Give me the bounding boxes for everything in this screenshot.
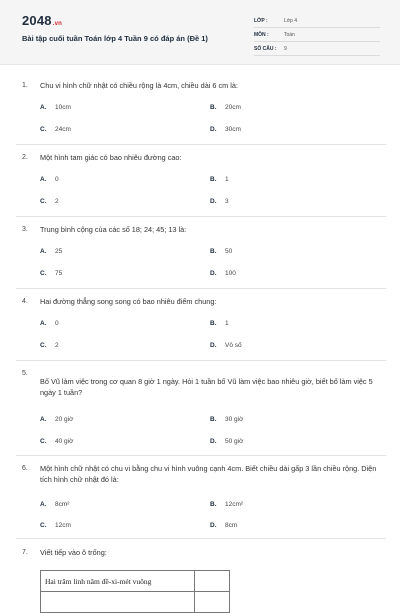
option-b[interactable]: B. 20cm [210, 104, 241, 111]
meta-subject-label: MÔN : [254, 32, 269, 38]
option-b[interactable]: B. 12cm² [210, 501, 244, 508]
option-d[interactable]: D. Vô số [210, 342, 242, 349]
option-c[interactable]: C. 2 [40, 198, 59, 205]
meta-question-count [254, 43, 380, 56]
option-d[interactable]: D. 3 [210, 198, 229, 205]
option-a[interactable]: A. 0 [40, 176, 59, 183]
option-b[interactable]: B. 1 [210, 320, 229, 327]
question-number: 2. [22, 154, 28, 161]
question-number: 1. [22, 82, 28, 89]
table-cell: Hai trăm linh năm đề-xi-mét vuông [41, 571, 195, 592]
option-a[interactable]: A. 0 [40, 320, 59, 327]
question-number: 5. [22, 370, 28, 377]
question-text: Bố Vũ làm việc trong cơ quan 8 giờ 1 ngày. Hỏi 1 tuần bố Vũ làm việc bao nhiêu giờ, biết bố làm việc 5 ngày 1 tuần? [40, 377, 373, 397]
meta-class-label: LỚP : [254, 18, 268, 24]
answer-table [40, 570, 230, 613]
meta-subject-value: Toán [284, 32, 295, 38]
question-number: 4. [22, 298, 28, 305]
question-number: 6. [22, 465, 28, 472]
option-d[interactable]: D. 30cm [210, 126, 241, 133]
question-text: Một hình chữ nhật có chu vi bằng chu vi hình vuông cạnh 4cm. Biết chiều dài gấp 3 lần chiều rộng. Diện tích hình chữ nhật đó là: [40, 464, 377, 484]
page-header [0, 0, 400, 65]
table-row [41, 592, 230, 613]
option-c[interactable]: C. 40 giờ [40, 438, 74, 445]
option-b[interactable]: B. 30 giờ [210, 416, 244, 423]
divider [16, 455, 386, 456]
meta-count-label: SỐ CÂU : [254, 46, 277, 52]
option-a[interactable]: A. 8cm² [40, 501, 70, 508]
option-b[interactable]: B. 1 [210, 176, 229, 183]
question-text: Hai đường thẳng song song có bao nhiêu điểm chung: [40, 297, 217, 306]
table-row [41, 571, 230, 592]
logo-suffix: .vn [52, 21, 63, 27]
meta-subject [254, 29, 380, 42]
divider [16, 360, 386, 361]
site-logo[interactable]: 2048.vn [22, 13, 63, 28]
question-number: 3. [22, 226, 28, 233]
divider [16, 538, 386, 539]
question-text: Chu vi hình chữ nhật có chiều rộng là 4cm, chiều dài 6 cm là: [40, 81, 238, 90]
option-c[interactable]: C. 24cm [40, 126, 71, 133]
divider [16, 288, 386, 289]
meta-class-value: Lớp 4 [284, 18, 298, 24]
question-text: Viết tiếp vào ô trống: [40, 548, 107, 557]
meta-class [254, 15, 380, 28]
table-cell-blank[interactable] [41, 592, 195, 613]
option-a[interactable]: A. 25 [40, 248, 63, 255]
question-number: 7. [22, 549, 28, 556]
option-d[interactable]: D. 8cm [210, 522, 238, 529]
table-cell-blank[interactable] [195, 571, 230, 592]
divider [16, 144, 386, 145]
option-c[interactable]: C. 75 [40, 270, 63, 277]
meta-count-value: 9 [284, 46, 287, 52]
option-c[interactable]: C. 12cm [40, 522, 71, 529]
divider [16, 216, 386, 217]
option-b[interactable]: B. 50 [210, 248, 233, 255]
page-title: Bài tập cuối tuần Toán lớp 4 Tuần 9 có đáp án (Đề 1) [22, 34, 208, 43]
option-c[interactable]: C. 2 [40, 342, 59, 349]
question-text: Trung bình cộng của các số 18; 24; 45; 13 là: [40, 225, 187, 234]
option-d[interactable]: D. 100 [210, 270, 236, 277]
table-cell [195, 592, 230, 613]
option-a[interactable]: A. 10cm [40, 104, 71, 111]
option-d[interactable]: D. 50 giờ [210, 438, 244, 445]
option-a[interactable]: A. 20 giờ [40, 416, 74, 423]
question-text: Một hình tam giác có bao nhiêu đường cao: [40, 153, 182, 162]
